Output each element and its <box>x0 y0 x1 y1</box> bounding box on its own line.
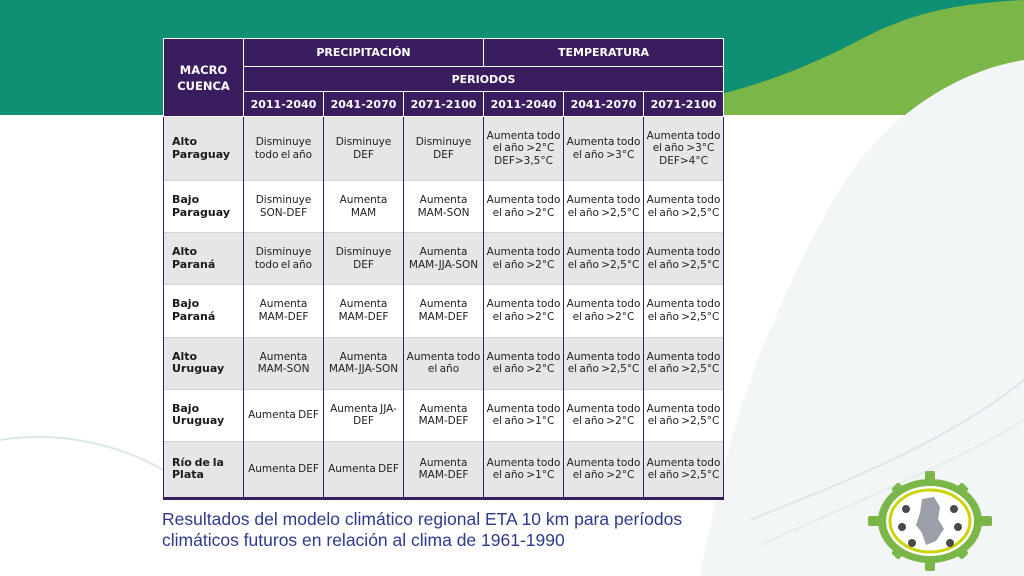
table-cell: Disminuye DEF <box>324 117 404 181</box>
table-cell: Aumenta todo el año >2°C <box>564 389 644 441</box>
table-cell: Aumenta MAM-SON <box>404 181 484 233</box>
climate-table <box>163 38 724 500</box>
table-cell: Aumenta DEF <box>244 389 324 441</box>
caption-line: Resultados del modelo climático regional ETA 10 km para períodos <box>162 509 683 529</box>
basin-name: Bajo Paraguay <box>164 181 244 233</box>
table-cell: Aumenta todo el año >2,5°C <box>564 181 644 233</box>
basin-name: Alto Paraguay <box>164 117 244 181</box>
table-cell: Aumenta todo el año >2,5°C <box>644 181 724 233</box>
table-cell: Aumenta MAM-DEF <box>244 285 324 337</box>
period-header: 2041-2070 <box>324 92 404 117</box>
table-cell: Aumenta MAM-JJA-SON <box>324 337 404 389</box>
table-cell: Disminuye SON-DEF <box>244 181 324 233</box>
table-cell: Aumenta todo el año >2,5°C <box>564 337 644 389</box>
table-cell: Aumenta todo el año >2,5°C <box>644 441 724 498</box>
table-cell: Aumenta MAM-DEF <box>404 441 484 498</box>
logo-gear-icon <box>868 471 992 571</box>
table-cell: Aumenta todo el año <box>404 337 484 389</box>
header-precipitacion: PRECIPITACIÓN <box>244 39 484 67</box>
table-cell: Aumenta todo el año >2°C <box>564 441 644 498</box>
table-cell: Aumenta DEF <box>244 441 324 498</box>
table-cell: Aumenta MAM <box>324 181 404 233</box>
table-row <box>164 285 724 337</box>
table-cell: Aumenta todo el año >2,5°C <box>644 285 724 337</box>
table-cell: Aumenta JJA-DEF <box>324 389 404 441</box>
table-cell: Aumenta todo el año >2,5°C <box>564 233 644 285</box>
table-cell: Disminuye DEF <box>404 117 484 181</box>
basin-name: Alto Paraná <box>164 233 244 285</box>
table-cell: Aumenta todo el año >1°C <box>484 441 564 498</box>
period-header: 2071-2100 <box>644 92 724 117</box>
table-cell: Disminuye DEF <box>324 233 404 285</box>
header-temperatura: TEMPERATURA <box>484 39 724 67</box>
table-cell: Aumenta todo el año >2°C <box>484 337 564 389</box>
table-cell: Aumenta todo el año >2,5°C <box>644 389 724 441</box>
table-cell: Aumenta todo el año >2°C <box>564 285 644 337</box>
table-row <box>164 117 724 181</box>
table-cell: Aumenta DEF <box>324 441 404 498</box>
basin-name: Río de la Plata <box>164 441 244 498</box>
table-row <box>164 233 724 285</box>
slide-caption <box>162 509 762 551</box>
table-row <box>164 181 724 233</box>
caption-line: climáticos futuros en relación al clima de 1961-1990 <box>162 530 565 550</box>
table-row <box>164 441 724 498</box>
header-macro-cuenca: MACRO CUENCA <box>164 39 244 117</box>
table-cell: Aumenta todo el año >1°C <box>484 389 564 441</box>
table-cell: Aumenta MAM-DEF <box>324 285 404 337</box>
period-header: 2071-2100 <box>404 92 484 117</box>
table-cell: Aumenta MAM-DEF <box>404 285 484 337</box>
basin-name: Bajo Paraná <box>164 285 244 337</box>
table-cell: Aumenta todo el año >3°C <box>564 117 644 181</box>
table-cell: Disminuye todo el año <box>244 233 324 285</box>
table-cell: Aumenta todo el año >2°C DEF>3,5°C <box>484 117 564 181</box>
table-cell: Aumenta todo el año >2°C <box>484 233 564 285</box>
table-cell: Aumenta todo el año >2°C <box>484 181 564 233</box>
table-cell: Aumenta todo el año >3°C DEF>4°C <box>644 117 724 181</box>
period-header: 2011-2040 <box>244 92 324 117</box>
table-cell: Aumenta MAM-SON <box>244 337 324 389</box>
table-cell: Aumenta MAM-DEF <box>404 389 484 441</box>
table-row <box>164 337 724 389</box>
period-header: 2011-2040 <box>484 92 564 117</box>
basin-name: Bajo Uruguay <box>164 389 244 441</box>
period-header: 2041-2070 <box>564 92 644 117</box>
table-cell: Aumenta todo el año >2,5°C <box>644 337 724 389</box>
header-periodos: PERIODOS <box>244 67 724 92</box>
table-row <box>164 389 724 441</box>
table-cell: Disminuye todo el año <box>244 117 324 181</box>
table-cell: Aumenta todo el año >2°C <box>484 285 564 337</box>
table-cell: Aumenta todo el año >2,5°C <box>644 233 724 285</box>
basin-name: Alto Uruguay <box>164 337 244 389</box>
table-cell: Aumenta MAM-JJA-SON <box>404 233 484 285</box>
